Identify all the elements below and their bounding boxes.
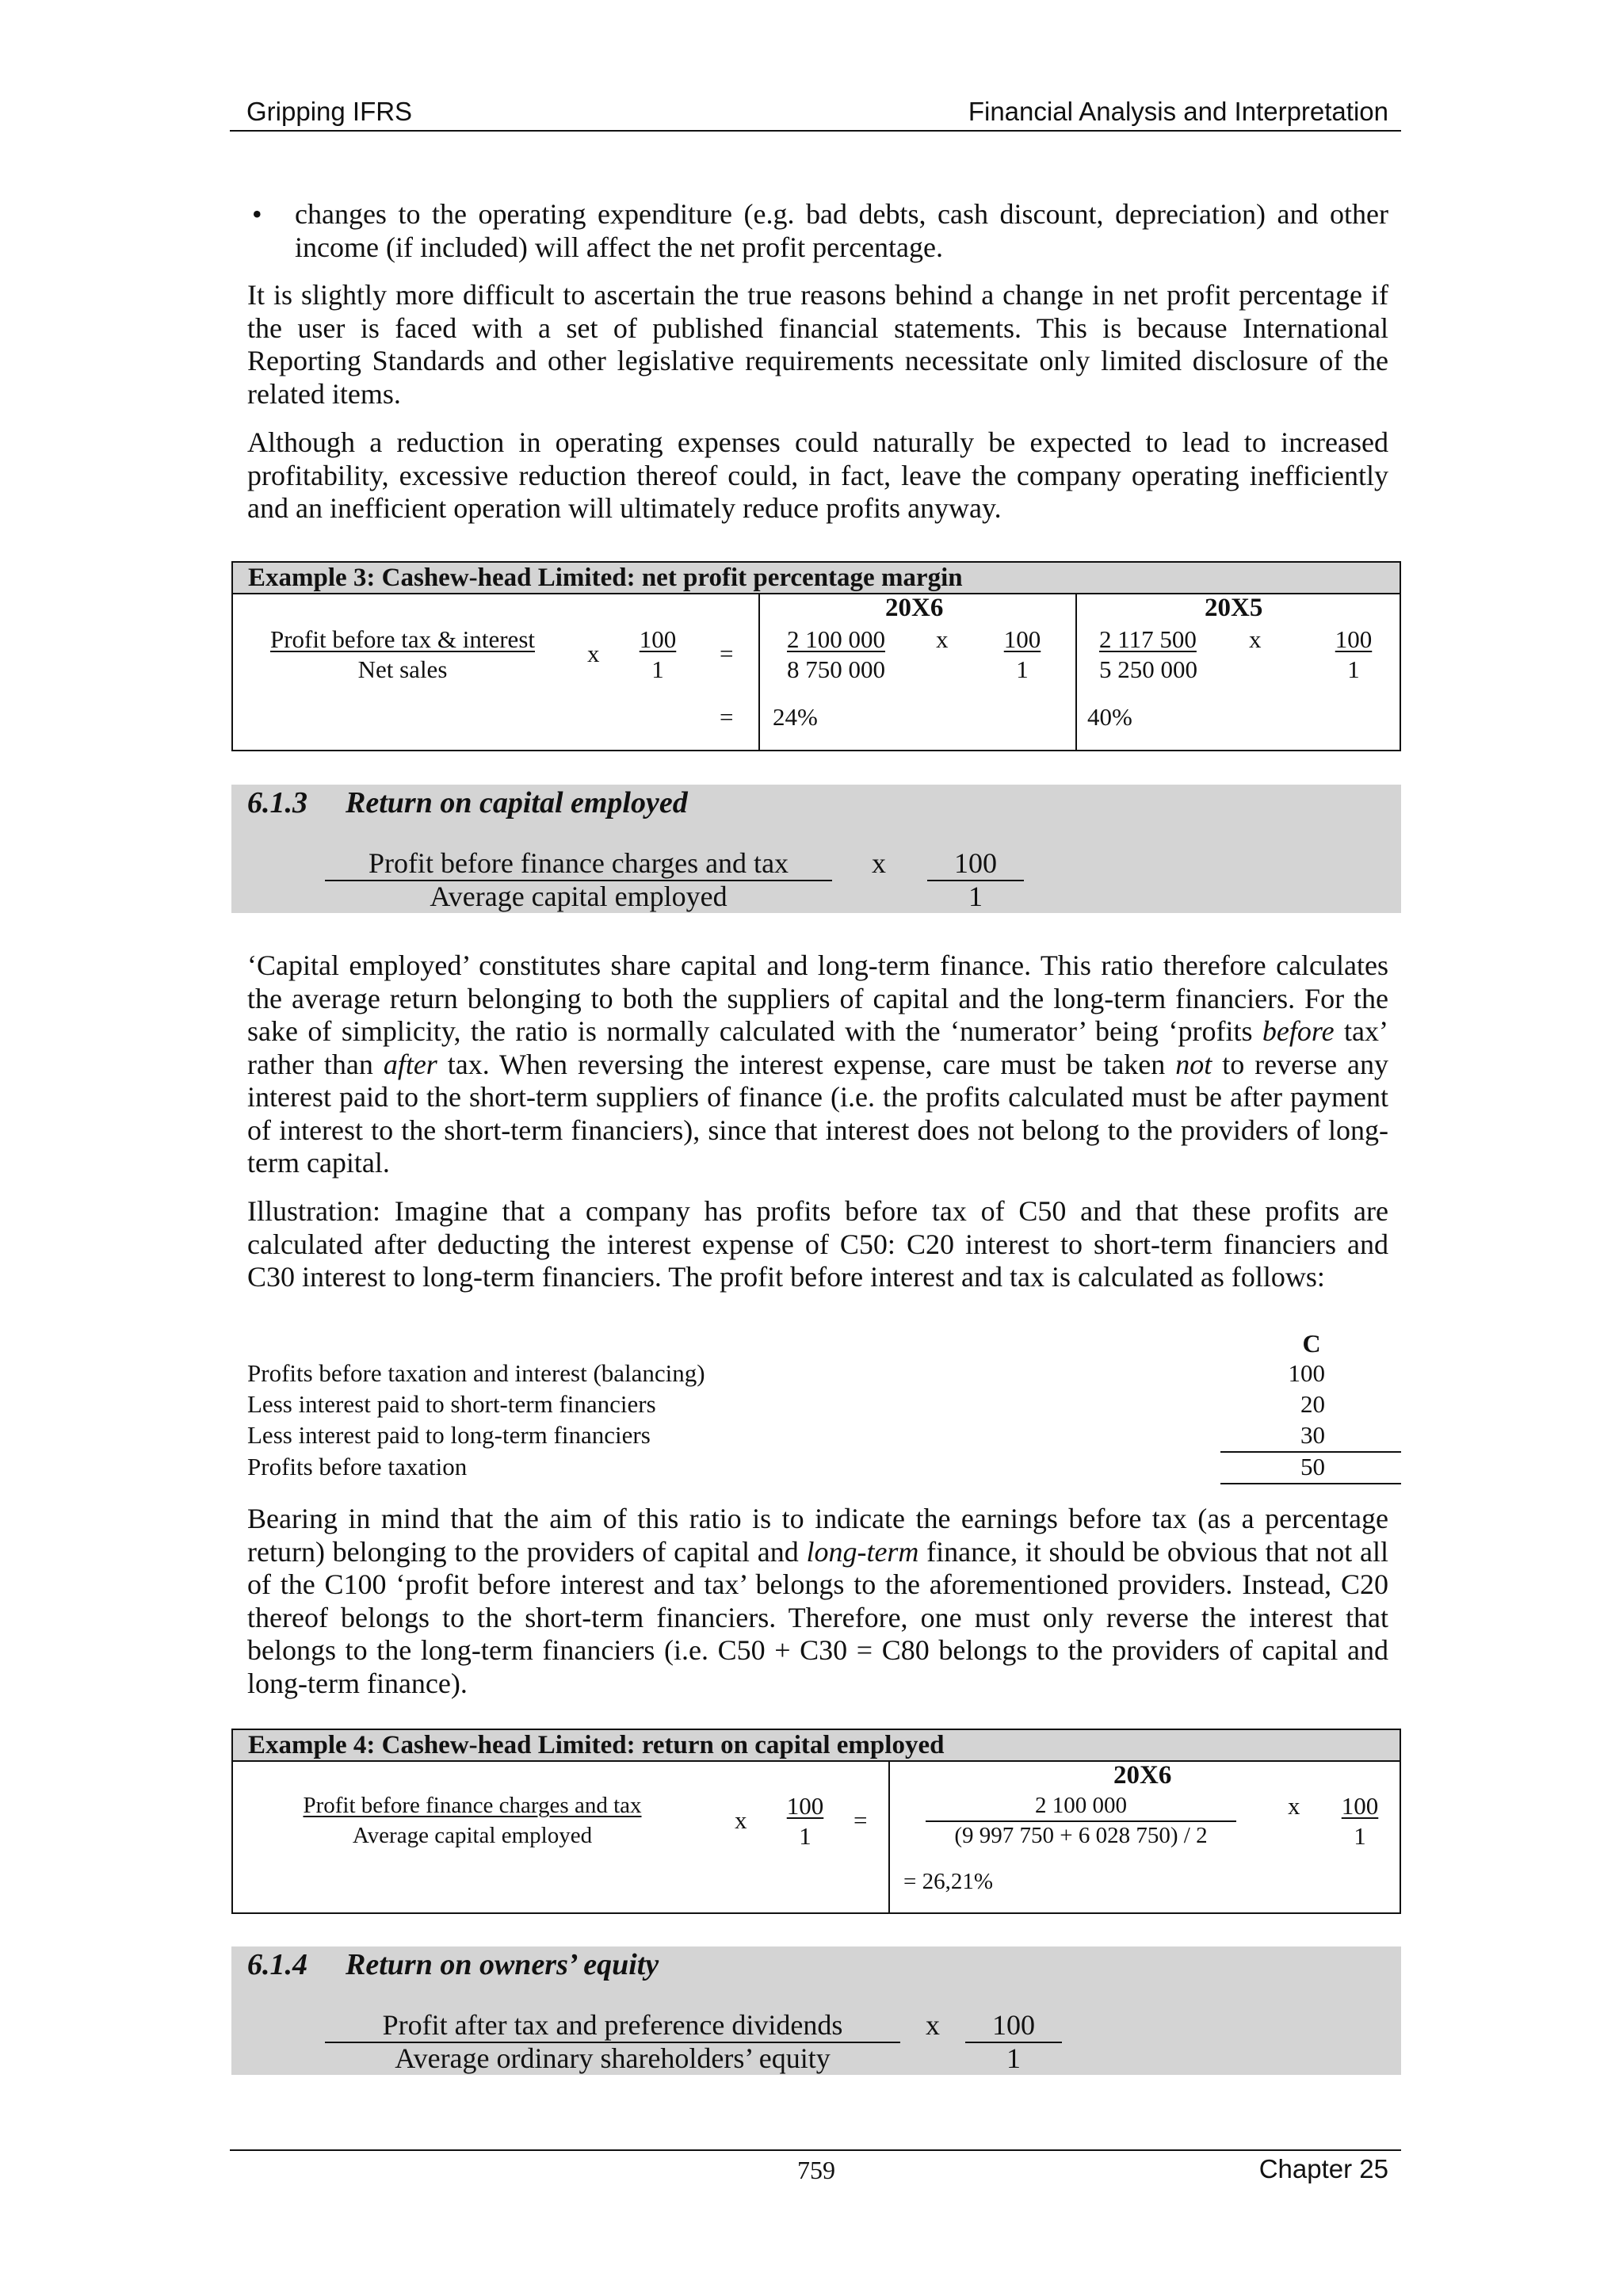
paragraph-operating-expenses: Although a reduction in operating expenses could naturally be expected to lead to increased profitability, excessive reduction thereof could, in fact, leave the company operating inefficiently and an inefficient operation will ultimately reduce profits anyway. <box>247 426 1388 524</box>
section-614-number: 6.1.4 <box>247 1948 307 1981</box>
running-header-right: Financial Analysis and Interpretation <box>968 97 1388 126</box>
section-613-hundred: 100 <box>954 847 997 879</box>
paragraph-capital-employed: ‘Capital employed’ constitutes share capital and long-term finance. This ratio therefore calculates the average return belonging to both the suppliers of capital and the long-term financiers. For the sake of simplicity, the ratio is normally calculated with the ‘numerator’ being ‘profits before tax’ rather than after tax. When reversing the interest expense, care must be taken not to reverse any interest paid to the short-term suppliers of finance (i.e. the profits calculated must be after payment of interest to the short-term financiers), since that interest does not belong to the providers of long-term capital. <box>247 949 1388 1179</box>
example3-20x6-hundred: 100 <box>1003 625 1041 653</box>
example4-formula-denominator: Average capital employed <box>352 1823 593 1848</box>
example3-20x6-result: 24% <box>773 703 818 731</box>
illustration-row-label: Profits before taxation <box>247 1453 468 1480</box>
example3-20x5-one: 1 <box>1347 655 1360 683</box>
emphasis-before: before <box>1262 1015 1335 1047</box>
paragraph-bearing-in-mind: Bearing in mind that the aim of this ratio is to indicate the earnings before tax (as a percentage return) belonging to the providers of capital and long-term finance, it should be obvious that not all of the C100 ‘profit before interest and tax’ belongs to the aforementioned providers. Instead, C20 thereof belongs to the short-term financiers. Therefore, one must only reverse the interest that belongs to the long-term financiers (i.e. C50 + C30 = C80 belongs to the providers of capital and long-term finance). <box>247 1503 1388 1699</box>
paragraph-illustration: Illustration: Imagine that a company has profits before tax of C50 and that these profits are calculated after deducting the interest expense of C50: C20 interest to short-term financiers and C30 interest to long-term financiers. The profit before interest and tax is calculated as follows: <box>247 1195 1388 1293</box>
illustration-row-value: 30 <box>1300 1421 1325 1449</box>
emphasis-after: after <box>383 1048 437 1080</box>
illustration-row-value: 20 <box>1300 1390 1325 1418</box>
example4-equals: = <box>854 1806 868 1834</box>
section-613-numerator: Profit before finance charges and tax <box>368 847 789 879</box>
section-614-one: 1 <box>1006 2042 1021 2074</box>
example4-year-20x6: 20X6 <box>1113 1761 1172 1790</box>
example4-calc-times: x <box>1288 1792 1300 1820</box>
example3-divider-left <box>758 594 760 751</box>
chapter-label: Chapter 25 <box>1258 2154 1388 2183</box>
example3-20x6-times: x <box>936 625 949 653</box>
bullet-symbol: • <box>252 198 262 230</box>
example3-one: 1 <box>651 655 664 683</box>
section-614-denominator: Average ordinary shareholders’ equity <box>395 2042 831 2074</box>
example3-year-20x5: 20X5 <box>1205 594 1263 622</box>
section-614-times: x <box>926 2009 940 2041</box>
example3-20x6-one: 1 <box>1016 655 1029 683</box>
example3-20x5-times: x <box>1249 625 1262 653</box>
example3-20x6-numerator: 2 100 000 <box>787 625 885 653</box>
bullet-text: changes to the operating expenditure (e.g. bad debts, cash discount, depreciation) and other income (if included) will affect the net profit percentage. <box>295 198 1388 263</box>
example3-hundred: 100 <box>639 625 677 653</box>
example3-20x5-denominator: 5 250 000 <box>1099 655 1197 683</box>
emphasis-long-term: long-term <box>806 1535 919 1568</box>
illustration-row-value: 100 <box>1288 1359 1325 1387</box>
section-614-hundred: 100 <box>992 2009 1035 2041</box>
example3-times: x <box>587 640 600 667</box>
example3-equals-result: = <box>720 703 734 731</box>
example3-title: Example 3: Cashew-head Limited: net profit percentage margin <box>248 563 963 592</box>
example4-divider <box>888 1761 890 1914</box>
page-number: 759 <box>797 2156 835 2184</box>
example3-20x5-result: 40% <box>1087 703 1132 731</box>
example3-divider-right <box>1075 594 1077 751</box>
running-header-left: Gripping IFRS <box>246 97 413 126</box>
example3-20x5-hundred: 100 <box>1335 625 1373 653</box>
illustration-total-rule <box>1220 1483 1401 1484</box>
section-613-title: Return on capital employed <box>346 786 688 819</box>
example4-calc-numerator: 2 100 000 <box>1035 1793 1127 1818</box>
illustration-currency-header: C <box>1302 1329 1321 1358</box>
section-614-numerator: Profit after tax and preference dividends <box>382 2009 843 2041</box>
section-613-denominator: Average capital employed <box>430 881 727 912</box>
example3-20x6-denominator: 8 750 000 <box>787 655 885 683</box>
example3-formula-denominator: Net sales <box>357 655 448 683</box>
header-rule <box>230 130 1401 132</box>
example4-title: Example 4: Cashew-head Limited: return on capital employed <box>248 1731 945 1759</box>
example4-calc-denominator: (9 997 750 + 6 028 750) / 2 <box>954 1823 1208 1848</box>
illustration-row-value: 50 <box>1300 1453 1325 1480</box>
example3-20x5-numerator: 2 117 500 <box>1099 625 1197 653</box>
section-614-title: Return on owners’ equity <box>346 1948 659 1981</box>
example4-calc-hundred: 100 <box>1341 1792 1379 1820</box>
example3-formula-numerator: Profit before tax & interest <box>269 625 535 653</box>
section-613-one: 1 <box>968 881 983 912</box>
paragraph-published-statements: It is slightly more difficult to ascertain the true reasons behind a change in net profit percentage if the user is faced with a set of published financial statements. This is because International Reporting Standards and other legislative requirements necessitate only limited disclosure of the related items. <box>247 279 1388 410</box>
illustration-row-label: Less interest paid to short-term financiers <box>247 1390 656 1418</box>
section-613-number: 6.1.3 <box>247 786 307 819</box>
example4-one: 1 <box>799 1822 812 1850</box>
footer-rule <box>230 2149 1401 2151</box>
example3-year-20x6: 20X6 <box>885 594 944 622</box>
example4-hundred: 100 <box>786 1792 824 1820</box>
example4-calc-one: 1 <box>1354 1822 1366 1850</box>
example3-equals: = <box>720 640 734 667</box>
section-613-times: x <box>872 847 886 879</box>
illustration-row-label: Less interest paid to long-term financiers <box>247 1421 651 1449</box>
example4-times: x <box>735 1806 747 1834</box>
illustration-row-label: Profits before taxation and interest (balancing) <box>247 1359 705 1387</box>
emphasis-not: not <box>1175 1048 1212 1080</box>
example4-result: = 26,21% <box>903 1869 994 1894</box>
example4-formula-numerator: Profit before finance charges and tax <box>303 1793 642 1818</box>
